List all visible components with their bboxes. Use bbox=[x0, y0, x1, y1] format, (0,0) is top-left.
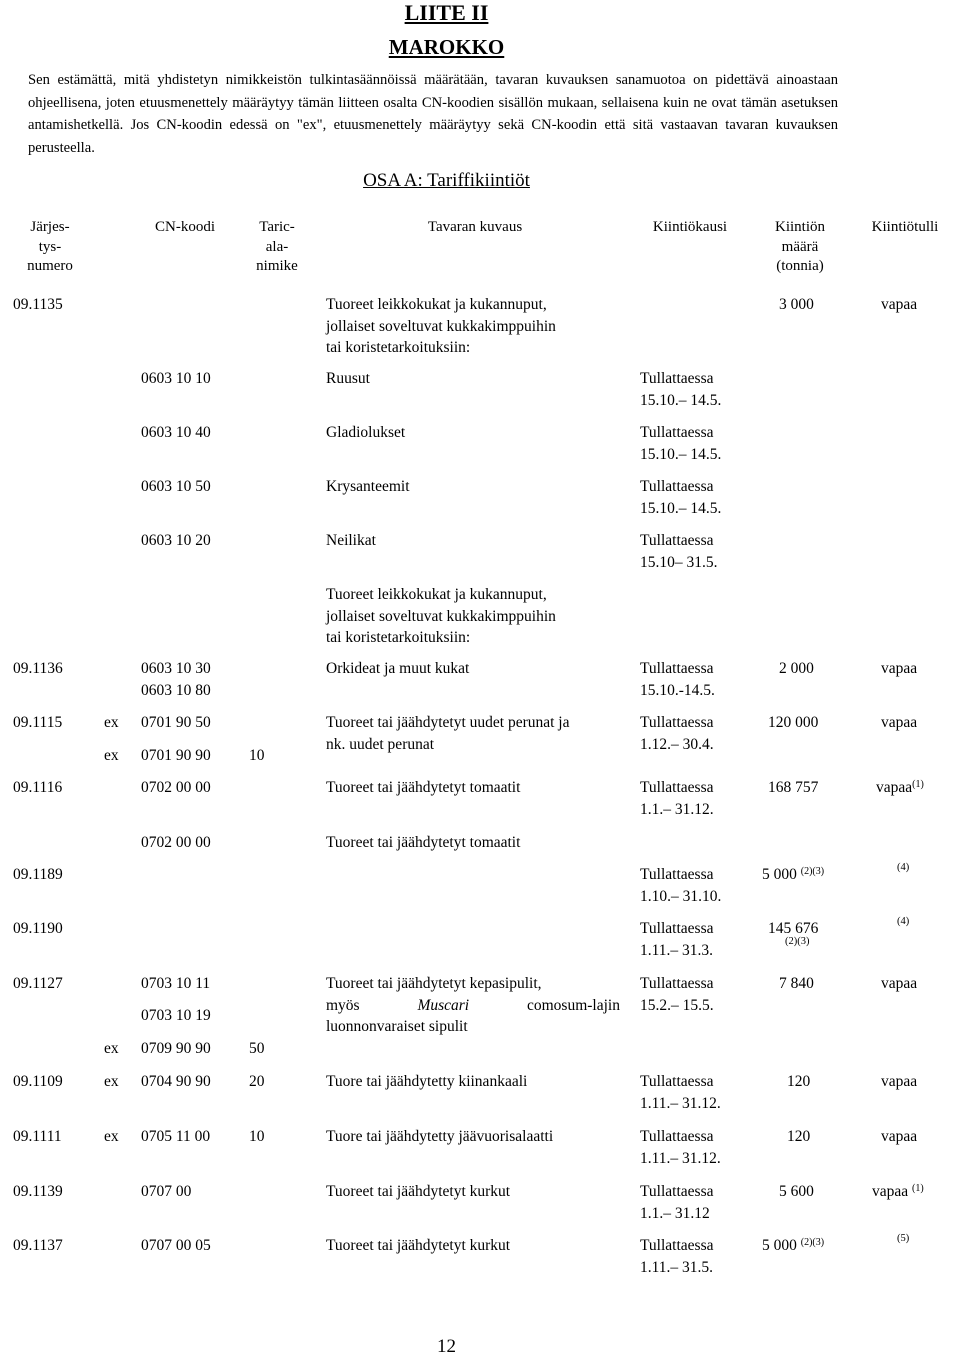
cn-code: 0603 10 50 bbox=[141, 478, 211, 495]
quota-period: Tullattaessa 1.11.– 31.3. bbox=[640, 920, 714, 959]
quota-amount: 145 676 bbox=[768, 920, 819, 937]
quota-period: Tullattaessa 1.1.– 31.12. bbox=[640, 779, 714, 818]
description: Tuore tai jäähdytetty kiinankaali bbox=[326, 1073, 528, 1090]
quota-amount: 168 757 bbox=[768, 779, 819, 796]
header-quota-duty: Kiintiötulli bbox=[871, 219, 939, 235]
quota-amount: 3 000 bbox=[779, 296, 814, 313]
description: Tuoreet tai jäähdytetyt tomaatit bbox=[326, 834, 521, 851]
description: Tuoreet tai jäähdytetyt kurkut bbox=[326, 1237, 511, 1254]
footnote-ref: (5) bbox=[897, 1233, 910, 1244]
cn-code: 0707 00 05 bbox=[141, 1237, 211, 1254]
cn-code: 0704 90 90 bbox=[141, 1073, 211, 1090]
taric-code: 10 bbox=[249, 747, 265, 764]
description-intro: Tuoreet leikkokukat ja kukannuput, jollaiset soveltuvat kukkakimppuihin tai koristetarkoituksiin: bbox=[326, 586, 556, 646]
order-number: 09.1115 bbox=[13, 714, 63, 731]
cn-code: 0603 10 40 bbox=[141, 424, 211, 441]
order-number: 09.1109 bbox=[13, 1073, 63, 1090]
order-number: 09.1111 bbox=[13, 1128, 62, 1145]
description: Orkideat ja muut kukat bbox=[326, 660, 470, 677]
quota-period: Tullattaessa 1.10.– 31.10. bbox=[640, 866, 722, 905]
order-number: 09.1127 bbox=[13, 975, 63, 992]
quota-duty: vapaa bbox=[881, 975, 918, 992]
quota-period: Tullattaessa 15.10.– 14.5. bbox=[640, 424, 722, 463]
cn-code: 0701 90 90 bbox=[141, 747, 211, 764]
description: Krysanteemit bbox=[326, 478, 410, 495]
order-number: 09.1136 bbox=[13, 660, 63, 677]
quota-period: Tullattaessa 1.11.– 31.12. bbox=[640, 1073, 721, 1112]
footnote-ref: (4) bbox=[897, 916, 910, 927]
quota-period: Tullattaessa 1.12.– 30.4. bbox=[640, 714, 714, 753]
cn-code: 0707 00 bbox=[141, 1183, 192, 1200]
header-taric: Taric- ala- nimike bbox=[256, 219, 298, 274]
header-quota-amount: Kiintiön määrä (tonnia) bbox=[774, 219, 825, 274]
cn-code: 0705 11 00 bbox=[141, 1128, 211, 1145]
ex-marker: ex bbox=[104, 714, 119, 731]
description: Tuoreet tai jäähdytetyt tomaatit bbox=[326, 779, 521, 796]
page-number: 12 bbox=[437, 1336, 456, 1357]
cn-code: 0709 90 90 bbox=[141, 1040, 211, 1057]
header-order-number: Järjes- tys- numero bbox=[27, 219, 73, 274]
taric-code: 20 bbox=[249, 1073, 265, 1090]
description: Ruusut bbox=[326, 370, 370, 387]
footnote-ref: (2)(3) bbox=[785, 936, 810, 947]
quota-duty: vapaa bbox=[881, 1128, 918, 1145]
quota-amount: 120 bbox=[787, 1128, 811, 1145]
quota-period: Tullattaessa 1.11.– 31.12. bbox=[640, 1128, 721, 1167]
cn-code: 0603 10 20 bbox=[141, 532, 211, 549]
quota-amount: 5 000 $^{(2)(3)}$ bbox=[762, 866, 825, 883]
quota-duty: vapaa bbox=[881, 296, 918, 313]
quota-period: Tullattaessa 15.10– 31.5. bbox=[640, 532, 718, 571]
order-number: 09.1139 bbox=[13, 1183, 63, 1200]
order-number: 09.1189 bbox=[13, 866, 63, 883]
footnote-ref: (1) bbox=[912, 779, 924, 790]
taric-code: 10 bbox=[249, 1128, 265, 1145]
header-description: Tavaran kuvaus bbox=[427, 219, 523, 235]
quota-duty: vapaa bbox=[881, 714, 918, 731]
order-number: 09.1116 bbox=[13, 779, 63, 796]
ex-marker: ex bbox=[104, 1128, 119, 1145]
order-number: 09.1137 bbox=[13, 1237, 63, 1254]
description: Tuoreet tai jäähdytetyt uudet perunat ja nk. uudet perunat bbox=[326, 714, 570, 753]
footnote-ref: (4) bbox=[897, 862, 910, 873]
cn-code: 0603 10 10 bbox=[141, 370, 211, 387]
description: Tuoreet tai jäähdytetyt kepasipulit, myös Muscari comosum-lajin luonnonvaraiset sipulit bbox=[326, 975, 620, 1035]
quota-period: Tullattaessa 15.2.– 15.5. bbox=[640, 975, 714, 1014]
annex-title: LIITE II bbox=[404, 0, 489, 25]
description: Tuoreet tai jäähdytetyt kurkut bbox=[326, 1183, 511, 1200]
footnote-ref: (2)(3) bbox=[800, 1237, 825, 1248]
quota-amount: 2 000 bbox=[779, 660, 814, 677]
quota-duty: vapaa bbox=[881, 660, 918, 677]
quota-period: Tullattaessa 15.10.-14.5. bbox=[640, 660, 715, 699]
quota-amount: 120 bbox=[787, 1073, 811, 1090]
cn-code: 0702 00 00 bbox=[141, 779, 211, 796]
footnote-ref: (1) bbox=[912, 1183, 924, 1194]
quota-period: Tullattaessa 15.10.– 14.5. bbox=[640, 478, 722, 517]
description: Tuore tai jäähdytetty jäävuorisalaatti bbox=[326, 1128, 554, 1145]
quota-amount: 5 600 bbox=[779, 1183, 814, 1200]
header-cn-code: CN-koodi bbox=[155, 219, 215, 235]
ex-marker: ex bbox=[104, 1073, 119, 1090]
quota-duty: vapaa $^{(1)}$ bbox=[872, 1183, 924, 1200]
country-title: MAROKKO bbox=[388, 35, 505, 59]
description: Gladiolukset bbox=[326, 424, 406, 441]
ex-marker: ex bbox=[104, 747, 119, 764]
cn-code: 0702 00 00 bbox=[141, 834, 211, 851]
cn-code: 0603 10 30 0603 10 80 bbox=[141, 660, 211, 699]
ex-marker: ex bbox=[104, 1040, 119, 1057]
quota-duty: vapaa$^{(1)}$ bbox=[876, 779, 924, 796]
order-number: 09.1190 bbox=[13, 920, 63, 937]
cn-code: 0703 10 11 bbox=[141, 975, 211, 992]
description-intro: Tuoreet leikkokukat ja kukannuput, jollaiset soveltuvat kukkakimppuihin tai koristetarkoituksiin: bbox=[326, 296, 556, 356]
quota-amount: 7 840 bbox=[779, 975, 814, 992]
quota-period: Tullattaessa 15.10.– 14.5. bbox=[640, 370, 722, 409]
cn-code: 0701 90 50 bbox=[141, 714, 211, 731]
taric-code: 50 bbox=[249, 1040, 265, 1057]
intro-paragraph: Sen estämättä, mitä yhdistetyn nimikkeistön tulkintasäännöissä määrätään, tavaran kuvauksen sanamuotoa on pidettävä ainoastaan ohjeellisena, joten etuusmenettely määräytyy tämän liitteen osalta CN-koodien sisällön mukaan, sellaisena kuin ne ovat tämän asetuksen antamishetkellä. Jos CN-koodin edessä on "ex", etuusmenettely määräytyy sekä CN-koodin että sitä vastaavan tavaran kuvauksen perusteella. bbox=[28, 72, 838, 156]
section-title: OSA A: Tariffikiintiöt bbox=[363, 170, 530, 191]
cn-code: 0703 10 19 bbox=[141, 1007, 211, 1024]
quota-amount: 120 000 bbox=[768, 714, 819, 731]
description: Neilikat bbox=[326, 532, 376, 549]
quota-period: Tullattaessa 1.1.– 31.12 bbox=[640, 1183, 714, 1222]
order-number: 09.1135 bbox=[13, 296, 63, 313]
quota-duty: vapaa bbox=[881, 1073, 918, 1090]
quota-amount: 5 000 $^{(2)(3)}$ bbox=[762, 1237, 825, 1254]
quota-period: Tullattaessa 1.11.– 31.5. bbox=[640, 1237, 714, 1276]
footnote-ref: (2)(3) bbox=[800, 866, 825, 877]
header-quota-period: Kiintiökausi bbox=[652, 219, 728, 235]
